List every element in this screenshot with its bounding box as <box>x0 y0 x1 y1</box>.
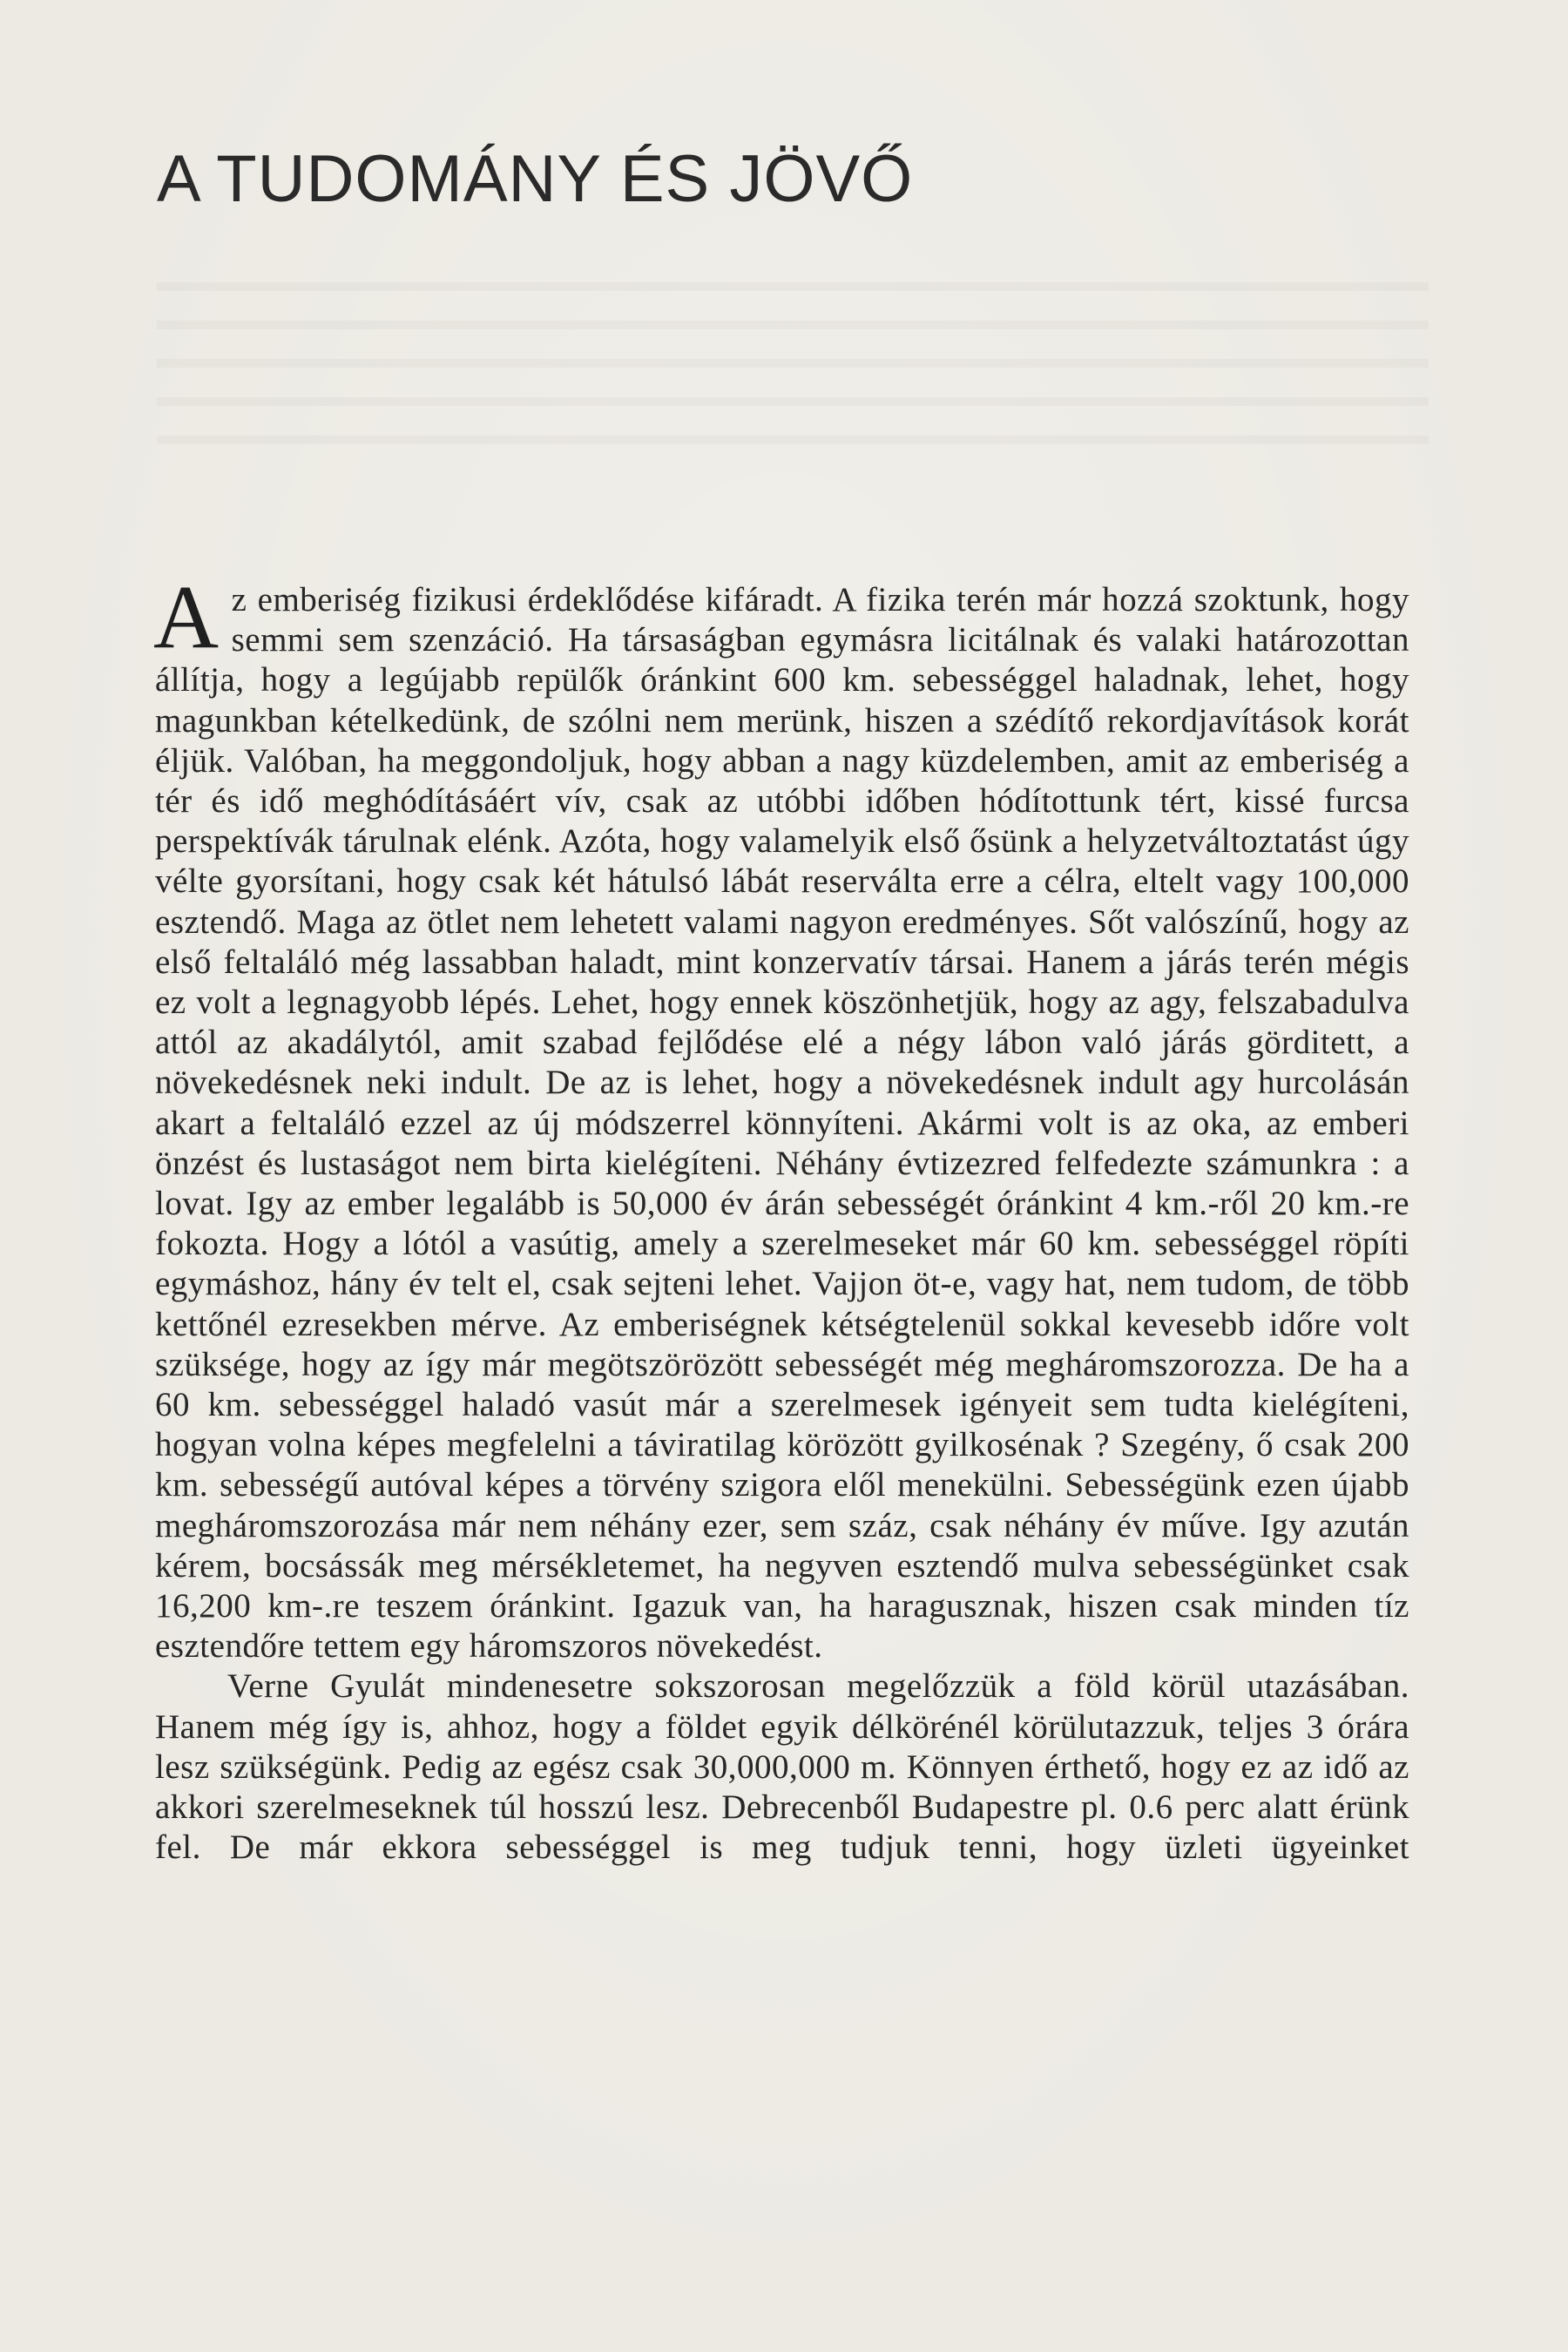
drop-cap-letter: A <box>153 567 220 667</box>
article-body <box>153 567 1409 1869</box>
paragraph-1 <box>153 567 1409 1666</box>
paragraph-2 <box>155 1666 1409 1868</box>
bleed-through-shadow <box>157 253 1429 453</box>
paragraph-2-text: Verne Gyulát mindenesetre sokszorosan megelőzzük a föld körül utazásában. Hanem még így is, ahhoz, hogy a földet egyik délkörénél körülutazzuk, teljes 3 órára lesz szükségünk. Pedig az egész csak 30,000,000 m. Könnyen érthető, hogy ez az idő az akkori szerelmeseknek túl hosszú lesz. Debrecenből Budapestre pl. 0.6 perc alatt érünk fel. De már ekkora sebességgel is meg tudjuk tenni, hogy üzleti ügyeinket <box>155 1667 1409 1867</box>
paragraph-1-text: z emberiség fizikusi érdeklődése kifáradt. A fizika terén már hozzá szoktunk, hogy semmi sem szenzáció. Ha társaságban egymásra licitálnak és valaki határozottan állítja, hogy a legújabb repülők óránkint 600 km. sebességgel haladnak, lehet, hogy magunkban kételkedünk, de szólni nem merünk, hiszen a szédítő rekordjavítások korát éljük. Valóban, ha meggondoljuk, hogy abban a nagy küzdelemben, amit az emberiség a tér és idő meghódításáért vív, csak az utóbbi időben hódítottunk tért, kissé furcsa perspektívák tárulnak elénk. Azóta, hogy valamelyik első ősünk a helyzetváltoztatást úgy vélte gyorsítani, hogy csak két hátulsó lábát reserválta erre a célra, eltelt vagy 100,000 esztendő. Maga az ötlet nem lehetett valami nagyon eredményes. Sőt valószínű, hogy az első feltaláló még lassabban haladt, mint konzervatív társai. Hanem a járás terén mégis ez volt a legnagyobb lépés. Lehet, hogy ennek köszönhetjük, hogy az agy, felszabadulva attól az akadálytól, amit szabad fejlődése elé a négy lábon való járás görditett, a növekedésnek neki indult. De az is lehet, hogy a növekedésnek indult agy hurcolásán akart a feltaláló ezzel az új módszerrel könnyíteni. Akármi volt is az oka, az emberi önzést és lustaságot nem birta kielégíteni. Néhány évtizezred felfedezte számunkra : a lovat. Igy az ember legalább is 50,000 év árán sebességét óránkint 4 km.-ről 20 km.-re fokozta. Hogy a lótól a vasútig, amely a szerelmeseket már 60 km. sebességgel röpíti egymáshoz, hány év telt el, csak sejteni lehet. Vajjon öt-e, vagy hat, nem tudom, de több kettőnél ezresekben mérve. Az emberiségnek kétségtelenül sokkal kevesebb időre volt szüksége, hogy az így már megötszörözött sebességét még megháromszorozza. De ha a 60 km. sebességgel haladó vasút már a szerelmesek igényeit sem tudta kielégíteni, hogyan volna képes megfelelni a táviratilag körözött gyilkosénak ? Szegény, ő csak 200 km. sebességű autóval képes a törvény szigora elől menekülni. Sebességünk ezen újabb megháromszorozása már nem néhány ezer, sem száz, csak néhány év műve. Igy azután kérem, bocsássák meg mérsékletemet, ha negyven esztendő mulva sebességünket csak 16,200 km-.re teszem óránkint. Igazuk van, ha haragusznak, hiszen csak minden tíz esztendőre tettem egy háromszoros növekedést. <box>155 581 1409 1666</box>
article-title: A TUDOMÁNY ÉS JÖVŐ <box>157 142 914 216</box>
